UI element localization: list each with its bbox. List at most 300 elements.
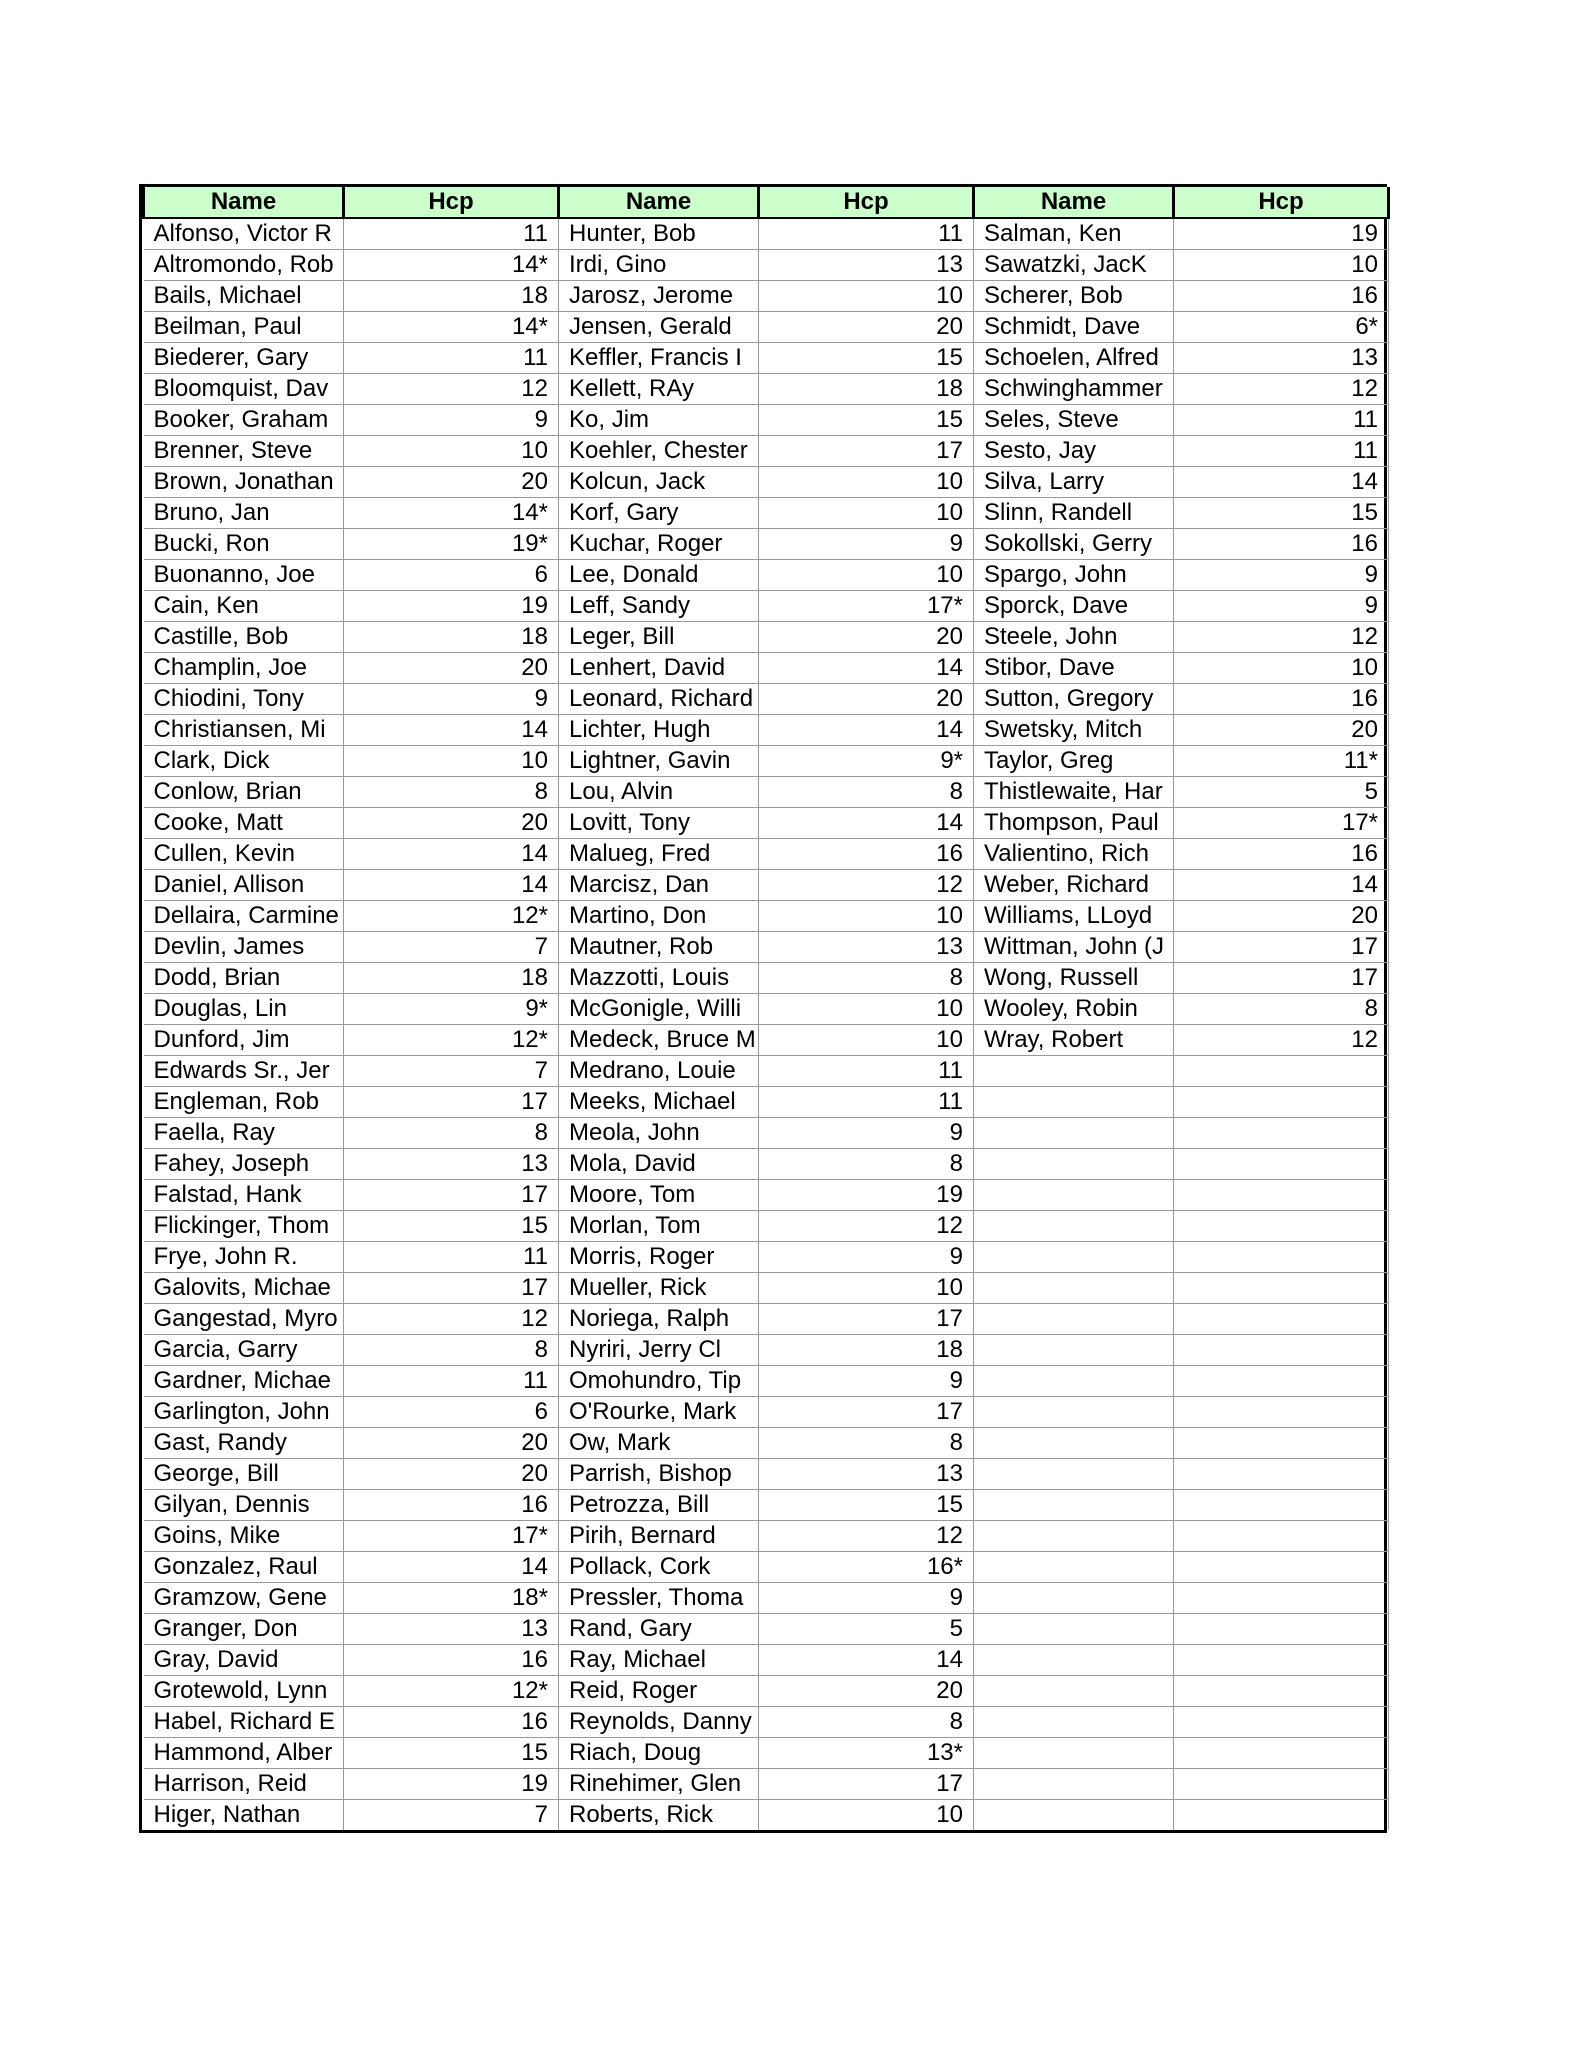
table-row [144, 1614, 1389, 1645]
player-name-cell: Mautner, Rob [559, 932, 759, 963]
table-row [144, 622, 1389, 653]
player-name-cell: Thistlewaite, Har [974, 777, 1174, 808]
player-name-cell [974, 1521, 1174, 1552]
player-name-cell: Alfonso, Victor R [144, 218, 344, 250]
player-hcp-cell: 8 [344, 777, 559, 808]
player-hcp-cell: 14* [344, 312, 559, 343]
player-hcp-cell: 17* [344, 1521, 559, 1552]
player-hcp-cell: 10 [344, 436, 559, 467]
table-row [144, 994, 1389, 1025]
table-row [144, 1800, 1389, 1831]
player-hcp-cell: 11 [1174, 405, 1389, 436]
player-name-cell: Williams, LLoyd [974, 901, 1174, 932]
player-name-cell [974, 1583, 1174, 1614]
player-name-cell [974, 1676, 1174, 1707]
player-name-cell: Cullen, Kevin [144, 839, 344, 870]
player-name-cell: Salman, Ken [974, 218, 1174, 250]
player-name-cell: Conlow, Brian [144, 777, 344, 808]
player-hcp-cell: 9 [759, 529, 974, 560]
player-hcp-cell: 19* [344, 529, 559, 560]
player-hcp-cell: 17 [344, 1087, 559, 1118]
table-row [144, 1087, 1389, 1118]
player-name-cell: Harrison, Reid [144, 1769, 344, 1800]
table-row [144, 1583, 1389, 1614]
player-name-cell: Martino, Don [559, 901, 759, 932]
player-name-cell: Nyriri, Jerry Cl [559, 1335, 759, 1366]
player-hcp-cell: 16 [759, 839, 974, 870]
player-hcp-cell: 13 [759, 932, 974, 963]
player-name-cell: Beilman, Paul [144, 312, 344, 343]
player-name-cell [974, 1180, 1174, 1211]
player-hcp-cell: 20 [344, 467, 559, 498]
player-hcp-cell: 17 [344, 1273, 559, 1304]
player-hcp-cell: 6* [1174, 312, 1389, 343]
table-row [144, 1149, 1389, 1180]
table-row [144, 250, 1389, 281]
table-body [144, 218, 1389, 1830]
player-hcp-cell [1174, 1738, 1389, 1769]
player-name-cell: Kellett, RAy [559, 374, 759, 405]
player-hcp-cell: 20 [1174, 715, 1389, 746]
player-hcp-cell: 14 [759, 653, 974, 684]
table-row [144, 808, 1389, 839]
player-hcp-cell: 11 [344, 1242, 559, 1273]
player-hcp-cell: 17 [759, 436, 974, 467]
player-name-cell: Engleman, Rob [144, 1087, 344, 1118]
player-name-cell: Habel, Richard E [144, 1707, 344, 1738]
player-name-cell: Reid, Roger [559, 1676, 759, 1707]
player-name-cell: Medrano, Louie [559, 1056, 759, 1087]
player-hcp-cell: 20 [759, 684, 974, 715]
player-hcp-cell: 18 [759, 374, 974, 405]
player-name-cell: Bucki, Ron [144, 529, 344, 560]
player-hcp-cell: 6 [344, 1397, 559, 1428]
player-hcp-cell: 17 [759, 1769, 974, 1800]
player-hcp-cell: 20 [759, 622, 974, 653]
player-name-cell: Lightner, Gavin [559, 746, 759, 777]
player-name-cell: Hammond, Alber [144, 1738, 344, 1769]
player-name-cell [974, 1707, 1174, 1738]
player-name-cell: Pressler, Thoma [559, 1583, 759, 1614]
table-row [144, 1304, 1389, 1335]
player-name-cell: Spargo, John [974, 560, 1174, 591]
player-hcp-cell: 17 [759, 1304, 974, 1335]
player-name-cell: Goins, Mike [144, 1521, 344, 1552]
player-hcp-cell: 16 [1174, 281, 1389, 312]
player-hcp-cell: 13 [1174, 343, 1389, 374]
player-hcp-cell: 11 [1174, 436, 1389, 467]
player-hcp-cell: 14 [344, 870, 559, 901]
player-name-cell: Jensen, Gerald [559, 312, 759, 343]
player-hcp-cell [1174, 1056, 1389, 1087]
player-name-cell: Petrozza, Bill [559, 1490, 759, 1521]
player-hcp-cell [1174, 1676, 1389, 1707]
player-name-cell: Ow, Mark [559, 1428, 759, 1459]
player-name-cell [974, 1645, 1174, 1676]
player-name-cell: Flickinger, Thom [144, 1211, 344, 1242]
player-name-cell: Dodd, Brian [144, 963, 344, 994]
table-row [144, 1769, 1389, 1800]
player-hcp-cell [1174, 1800, 1389, 1831]
player-hcp-cell: 9 [759, 1118, 974, 1149]
table-row [144, 1521, 1389, 1552]
player-name-cell: Leger, Bill [559, 622, 759, 653]
player-hcp-cell [1174, 1242, 1389, 1273]
table-row [144, 1242, 1389, 1273]
player-name-cell: Altromondo, Rob [144, 250, 344, 281]
player-name-cell: O'Rourke, Mark [559, 1397, 759, 1428]
player-name-cell: Schoelen, Alfred [974, 343, 1174, 374]
player-name-cell: Gramzow, Gene [144, 1583, 344, 1614]
player-hcp-cell [1174, 1769, 1389, 1800]
table-row [144, 1025, 1389, 1056]
player-hcp-cell: 10 [759, 1800, 974, 1831]
table-row [144, 436, 1389, 467]
player-name-cell: Buonanno, Joe [144, 560, 344, 591]
table-row [144, 1645, 1389, 1676]
player-name-cell [974, 1459, 1174, 1490]
player-hcp-cell: 7 [344, 1056, 559, 1087]
table-row [144, 312, 1389, 343]
player-hcp-cell: 16 [1174, 684, 1389, 715]
table-row [144, 1428, 1389, 1459]
table-row [144, 1552, 1389, 1583]
player-name-cell: Leff, Sandy [559, 591, 759, 622]
table-row [144, 1180, 1389, 1211]
player-name-cell: Christiansen, Mi [144, 715, 344, 746]
player-hcp-cell: 16 [1174, 839, 1389, 870]
player-name-cell: Fahey, Joseph [144, 1149, 344, 1180]
player-hcp-cell: 14* [344, 498, 559, 529]
player-hcp-cell: 11 [344, 343, 559, 374]
header-name-1: Name [144, 187, 344, 218]
player-name-cell: Pirih, Bernard [559, 1521, 759, 1552]
handicap-table [142, 187, 1390, 1830]
player-name-cell: Gilyan, Dennis [144, 1490, 344, 1521]
player-hcp-cell: 16 [344, 1490, 559, 1521]
player-hcp-cell: 14 [344, 839, 559, 870]
player-name-cell [974, 1397, 1174, 1428]
player-name-cell: Mazzotti, Louis [559, 963, 759, 994]
player-hcp-cell: 17 [344, 1180, 559, 1211]
player-hcp-cell: 12* [344, 1025, 559, 1056]
player-name-cell: Morlan, Tom [559, 1211, 759, 1242]
player-name-cell: Wooley, Robin [974, 994, 1174, 1025]
table-row [144, 870, 1389, 901]
table-row [144, 467, 1389, 498]
player-hcp-cell: 20 [759, 1676, 974, 1707]
table-row [144, 1490, 1389, 1521]
table-row [144, 1211, 1389, 1242]
player-hcp-cell: 10 [759, 994, 974, 1025]
player-hcp-cell: 13* [759, 1738, 974, 1769]
player-hcp-cell: 13 [344, 1614, 559, 1645]
player-name-cell: Taylor, Greg [974, 746, 1174, 777]
player-name-cell [974, 1552, 1174, 1583]
player-name-cell [974, 1738, 1174, 1769]
player-hcp-cell [1174, 1459, 1389, 1490]
player-hcp-cell: 9 [759, 1366, 974, 1397]
player-name-cell: Meeks, Michael [559, 1087, 759, 1118]
player-name-cell: Sawatzki, JacK [974, 250, 1174, 281]
table-row [144, 1056, 1389, 1087]
player-name-cell: Cooke, Matt [144, 808, 344, 839]
player-hcp-cell: 15 [1174, 498, 1389, 529]
table-row [144, 1335, 1389, 1366]
player-name-cell: Brown, Jonathan [144, 467, 344, 498]
player-hcp-cell: 10 [759, 560, 974, 591]
player-hcp-cell: 8 [759, 963, 974, 994]
player-name-cell: Bloomquist, Dav [144, 374, 344, 405]
player-hcp-cell: 12* [344, 1676, 559, 1707]
player-name-cell: Lenhert, David [559, 653, 759, 684]
player-name-cell: Wray, Robert [974, 1025, 1174, 1056]
player-hcp-cell: 14* [344, 250, 559, 281]
player-name-cell: Bruno, Jan [144, 498, 344, 529]
player-hcp-cell: 8 [759, 1149, 974, 1180]
player-hcp-cell [1174, 1707, 1389, 1738]
player-name-cell: Gangestad, Myro [144, 1304, 344, 1335]
player-hcp-cell [1174, 1552, 1389, 1583]
player-hcp-cell: 18* [344, 1583, 559, 1614]
player-hcp-cell [1174, 1211, 1389, 1242]
player-name-cell [974, 1211, 1174, 1242]
player-name-cell [974, 1614, 1174, 1645]
player-hcp-cell: 18 [759, 1335, 974, 1366]
player-hcp-cell: 16 [344, 1707, 559, 1738]
player-name-cell: Korf, Gary [559, 498, 759, 529]
player-name-cell: Dunford, Jim [144, 1025, 344, 1056]
player-hcp-cell: 15 [759, 1490, 974, 1521]
player-hcp-cell [1174, 1490, 1389, 1521]
player-name-cell: Wong, Russell [974, 963, 1174, 994]
player-name-cell [974, 1335, 1174, 1366]
player-name-cell: Moore, Tom [559, 1180, 759, 1211]
player-name-cell: Irdi, Gino [559, 250, 759, 281]
player-name-cell: Swetsky, Mitch [974, 715, 1174, 746]
player-hcp-cell: 5 [1174, 777, 1389, 808]
player-hcp-cell: 10 [344, 746, 559, 777]
player-name-cell: Seles, Steve [974, 405, 1174, 436]
player-hcp-cell: 8 [344, 1118, 559, 1149]
player-name-cell: Scherer, Bob [974, 281, 1174, 312]
player-hcp-cell [1174, 1304, 1389, 1335]
player-name-cell: Rand, Gary [559, 1614, 759, 1645]
player-name-cell: Champlin, Joe [144, 653, 344, 684]
player-hcp-cell: 12 [1174, 374, 1389, 405]
table-row [144, 281, 1389, 312]
player-hcp-cell: 20 [344, 653, 559, 684]
table-row [144, 343, 1389, 374]
player-name-cell: Medeck, Bruce M [559, 1025, 759, 1056]
player-name-cell: Kolcun, Jack [559, 467, 759, 498]
player-name-cell: Valientino, Rich [974, 839, 1174, 870]
player-hcp-cell: 9* [759, 746, 974, 777]
player-name-cell: Roberts, Rick [559, 1800, 759, 1831]
player-hcp-cell: 14 [1174, 870, 1389, 901]
player-hcp-cell: 9* [344, 994, 559, 1025]
player-hcp-cell: 6 [344, 560, 559, 591]
player-hcp-cell: 11 [759, 1087, 974, 1118]
player-hcp-cell: 11 [344, 218, 559, 250]
player-name-cell: Jarosz, Jerome [559, 281, 759, 312]
player-name-cell: Kuchar, Roger [559, 529, 759, 560]
player-hcp-cell [1174, 1118, 1389, 1149]
player-hcp-cell: 19 [1174, 218, 1389, 250]
player-name-cell: Lichter, Hugh [559, 715, 759, 746]
player-name-cell [974, 1769, 1174, 1800]
table-row [144, 1707, 1389, 1738]
player-name-cell: Keffler, Francis I [559, 343, 759, 374]
player-hcp-cell: 13 [759, 250, 974, 281]
player-name-cell [974, 1490, 1174, 1521]
header-row [144, 187, 1389, 218]
table-row [144, 963, 1389, 994]
player-hcp-cell: 12 [1174, 622, 1389, 653]
player-hcp-cell [1174, 1335, 1389, 1366]
player-hcp-cell [1174, 1366, 1389, 1397]
player-hcp-cell: 17 [759, 1397, 974, 1428]
player-name-cell: Malueg, Fred [559, 839, 759, 870]
player-name-cell: Sutton, Gregory [974, 684, 1174, 715]
player-hcp-cell: 20 [759, 312, 974, 343]
player-name-cell: Parrish, Bishop [559, 1459, 759, 1490]
player-name-cell: Stibor, Dave [974, 653, 1174, 684]
table-row [144, 405, 1389, 436]
player-name-cell: Lee, Donald [559, 560, 759, 591]
table-row [144, 1397, 1389, 1428]
player-name-cell: Garcia, Garry [144, 1335, 344, 1366]
player-name-cell [974, 1118, 1174, 1149]
table-row [144, 839, 1389, 870]
player-hcp-cell: 10 [1174, 653, 1389, 684]
player-hcp-cell: 15 [344, 1738, 559, 1769]
player-hcp-cell: 16 [344, 1645, 559, 1676]
player-hcp-cell: 12* [344, 901, 559, 932]
player-hcp-cell: 16* [759, 1552, 974, 1583]
player-hcp-cell: 15 [759, 343, 974, 374]
player-hcp-cell: 20 [344, 1428, 559, 1459]
player-hcp-cell: 14 [1174, 467, 1389, 498]
player-hcp-cell: 10 [759, 498, 974, 529]
player-name-cell: Thompson, Paul [974, 808, 1174, 839]
player-hcp-cell: 8 [759, 1428, 974, 1459]
handicap-sheet [139, 184, 1387, 1833]
player-name-cell: Frye, John R. [144, 1242, 344, 1273]
player-name-cell: Lovitt, Tony [559, 808, 759, 839]
player-name-cell: Schwinghammer [974, 374, 1174, 405]
player-hcp-cell [1174, 1521, 1389, 1552]
player-hcp-cell: 14 [344, 715, 559, 746]
table-row [144, 1366, 1389, 1397]
player-name-cell: Slinn, Randell [974, 498, 1174, 529]
player-hcp-cell: 8 [344, 1335, 559, 1366]
table-row [144, 591, 1389, 622]
table-row [144, 1676, 1389, 1707]
player-name-cell: Omohundro, Tip [559, 1366, 759, 1397]
header-hcp-3: Hcp [1174, 187, 1389, 218]
table-row [144, 529, 1389, 560]
player-name-cell [974, 1149, 1174, 1180]
player-name-cell: Riach, Doug [559, 1738, 759, 1769]
table-row [144, 218, 1389, 250]
player-name-cell: Morris, Roger [559, 1242, 759, 1273]
player-hcp-cell: 15 [344, 1211, 559, 1242]
player-hcp-cell: 15 [759, 405, 974, 436]
player-hcp-cell: 9 [759, 1242, 974, 1273]
header-name-3: Name [974, 187, 1174, 218]
player-hcp-cell: 17* [1174, 808, 1389, 839]
player-hcp-cell: 9 [344, 405, 559, 436]
player-name-cell: Castille, Bob [144, 622, 344, 653]
player-hcp-cell: 9 [759, 1583, 974, 1614]
player-hcp-cell: 12 [759, 1211, 974, 1242]
player-hcp-cell [1174, 1087, 1389, 1118]
player-hcp-cell: 18 [344, 622, 559, 653]
table-row [144, 560, 1389, 591]
player-hcp-cell: 11 [344, 1366, 559, 1397]
player-hcp-cell: 16 [1174, 529, 1389, 560]
player-name-cell: Ray, Michael [559, 1645, 759, 1676]
player-name-cell: Steele, John [974, 622, 1174, 653]
player-hcp-cell: 12 [759, 1521, 974, 1552]
player-hcp-cell: 10 [759, 1273, 974, 1304]
table-row [144, 374, 1389, 405]
table-row [144, 746, 1389, 777]
player-name-cell [974, 1273, 1174, 1304]
player-name-cell: Clark, Dick [144, 746, 344, 777]
player-name-cell: Falstad, Hank [144, 1180, 344, 1211]
player-hcp-cell: 17 [1174, 963, 1389, 994]
player-hcp-cell: 12 [1174, 1025, 1389, 1056]
player-hcp-cell: 19 [759, 1180, 974, 1211]
player-name-cell: Galovits, Michae [144, 1273, 344, 1304]
player-hcp-cell: 9 [1174, 591, 1389, 622]
table-row [144, 684, 1389, 715]
player-name-cell: Bails, Michael [144, 281, 344, 312]
player-hcp-cell: 17* [759, 591, 974, 622]
player-hcp-cell: 14 [344, 1552, 559, 1583]
player-hcp-cell: 13 [759, 1459, 974, 1490]
table-row [144, 1118, 1389, 1149]
player-name-cell: Rinehimer, Glen [559, 1769, 759, 1800]
player-hcp-cell [1174, 1614, 1389, 1645]
player-name-cell: Garlington, John [144, 1397, 344, 1428]
player-hcp-cell: 10 [759, 467, 974, 498]
header-hcp-2: Hcp [759, 187, 974, 218]
player-hcp-cell [1174, 1645, 1389, 1676]
player-hcp-cell: 11* [1174, 746, 1389, 777]
player-name-cell: Pollack, Cork [559, 1552, 759, 1583]
player-name-cell: Weber, Richard [974, 870, 1174, 901]
table-row [144, 653, 1389, 684]
player-hcp-cell: 11 [759, 218, 974, 250]
player-name-cell: Brenner, Steve [144, 436, 344, 467]
player-name-cell: Mola, David [559, 1149, 759, 1180]
player-name-cell: Hunter, Bob [559, 218, 759, 250]
player-name-cell: Silva, Larry [974, 467, 1174, 498]
player-name-cell: Marcisz, Dan [559, 870, 759, 901]
table-row [144, 777, 1389, 808]
player-name-cell: Lou, Alvin [559, 777, 759, 808]
player-hcp-cell: 5 [759, 1614, 974, 1645]
player-name-cell: Noriega, Ralph [559, 1304, 759, 1335]
player-hcp-cell: 12 [759, 870, 974, 901]
player-hcp-cell: 10 [1174, 250, 1389, 281]
player-hcp-cell: 10 [759, 281, 974, 312]
table-row [144, 1459, 1389, 1490]
player-name-cell: Koehler, Chester [559, 436, 759, 467]
